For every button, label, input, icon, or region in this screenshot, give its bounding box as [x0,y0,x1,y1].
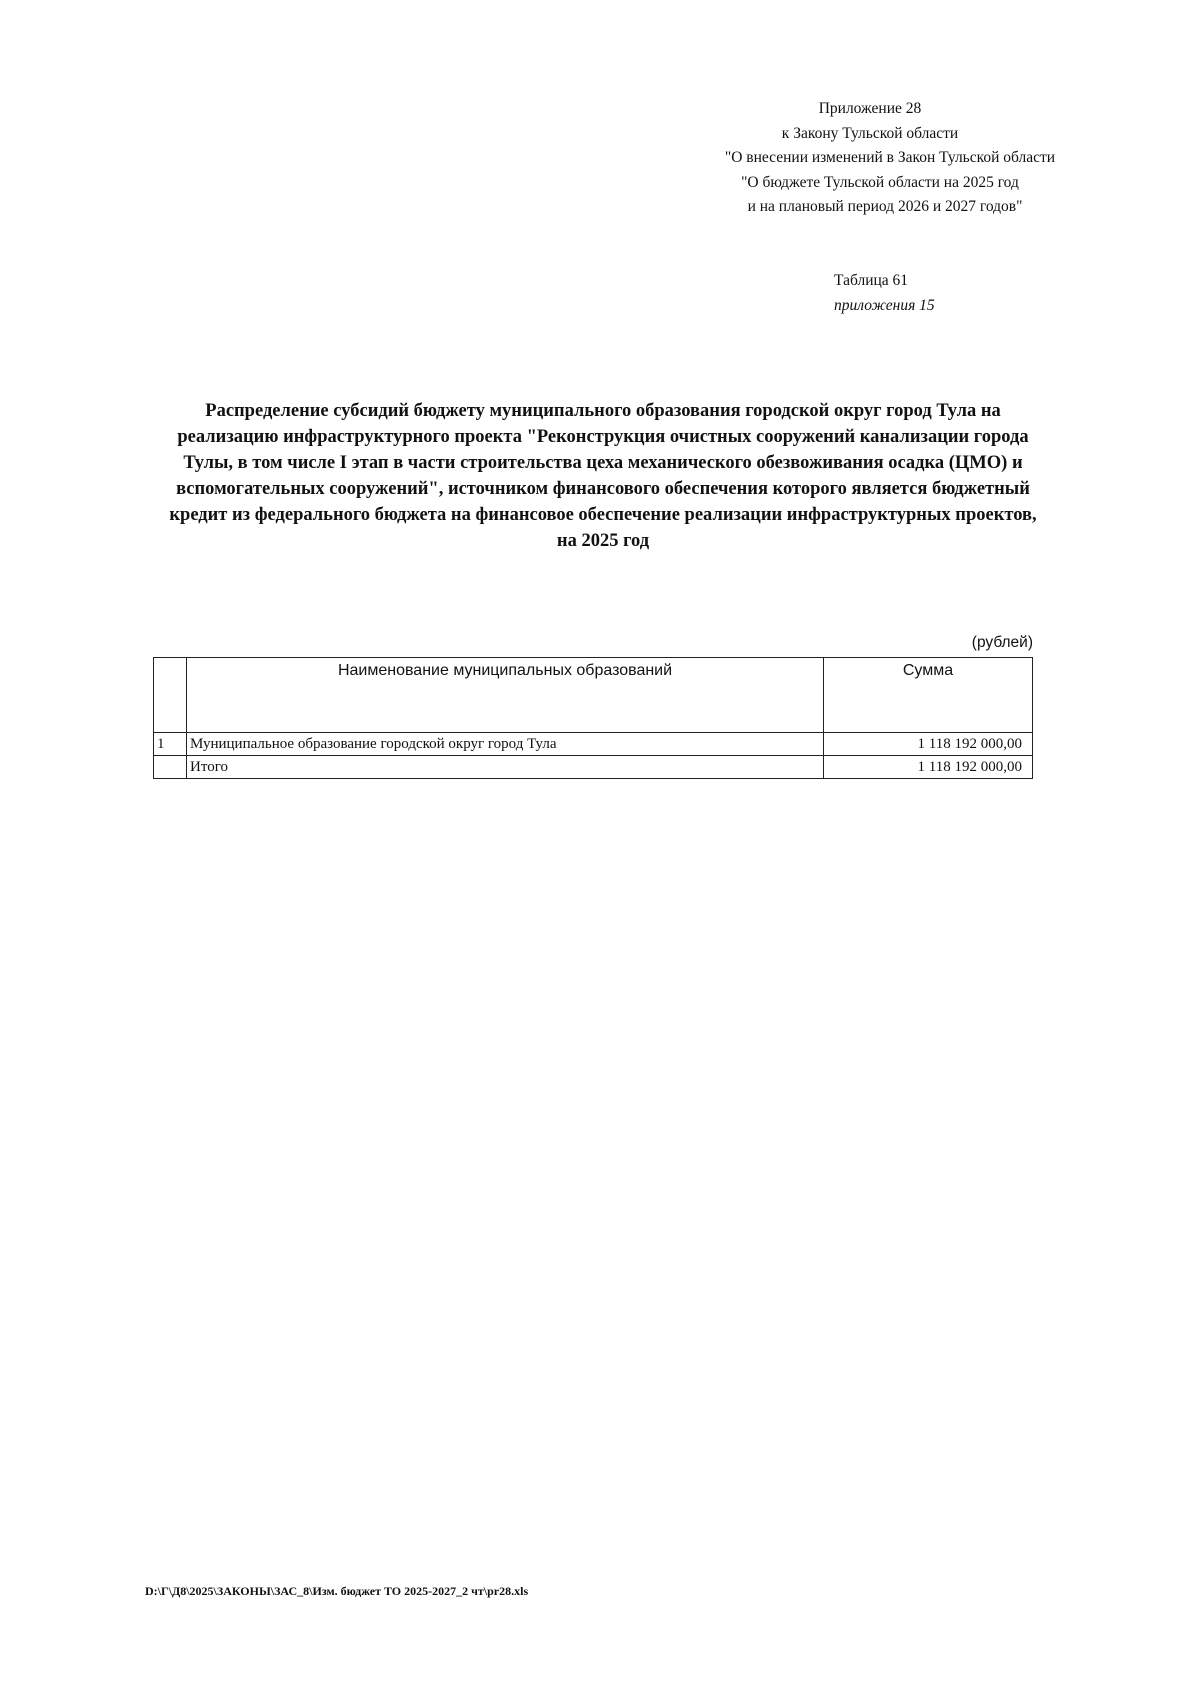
row-sum: 1 118 192 000,00 [824,733,1033,756]
header-line: и на плановый период 2026 и 2027 годов" [747,198,1023,215]
row-number [154,756,187,779]
row-number: 1 [154,733,187,756]
table-header-row [154,658,1033,733]
row-name: Итого [187,756,824,779]
appendix-number: приложения 15 [834,297,935,314]
row-name: Муниципальное образование городской округ город Тула [187,733,824,756]
column-header-sum: Сумма [824,658,1033,733]
row-sum: 1 118 192 000,00 [824,756,1033,779]
header-line: "О внесении изменений в Закон Тульской области [724,149,1056,166]
header-line: к Закону Тульской области [781,124,959,142]
column-header-number [154,658,187,733]
table-reference [834,268,935,318]
header-line: Приложение 28 [818,100,922,117]
unit-label: (рублей) [971,634,1033,651]
column-header-name: Наименование муниципальных образований [187,658,824,733]
header-line: "О бюджете Тульской области на 2025 год [741,173,1019,191]
document-title: Распределение субсидий бюджету муниципального образования городской округ город Тула на реализацию инфраструктурного проекта "Реконструкция очистных сооружений канализации города Тулы, в том числе I этап в части строительства цеха механического обезвоживания осадка (ЦМО) и вспомогательных сооружений", источником финансового обеспечения которого является бюджетный кредит из федерального бюджета на финансовое обеспечение реализации инфраструктурных проектов, на 2025 год [169,401,1037,551]
table-row-total [154,756,1033,779]
subsidy-table [153,657,1033,779]
table-number: Таблица 61 [834,272,909,289]
table-row [154,733,1033,756]
document-header [640,97,1100,220]
file-path-footer: D:\Г\Д8\2025\ЗАКОНЫ\ЗАС_8\Изм. бюджет ТО 2025-2027_2 чт\pr28.xls [145,1584,529,1598]
